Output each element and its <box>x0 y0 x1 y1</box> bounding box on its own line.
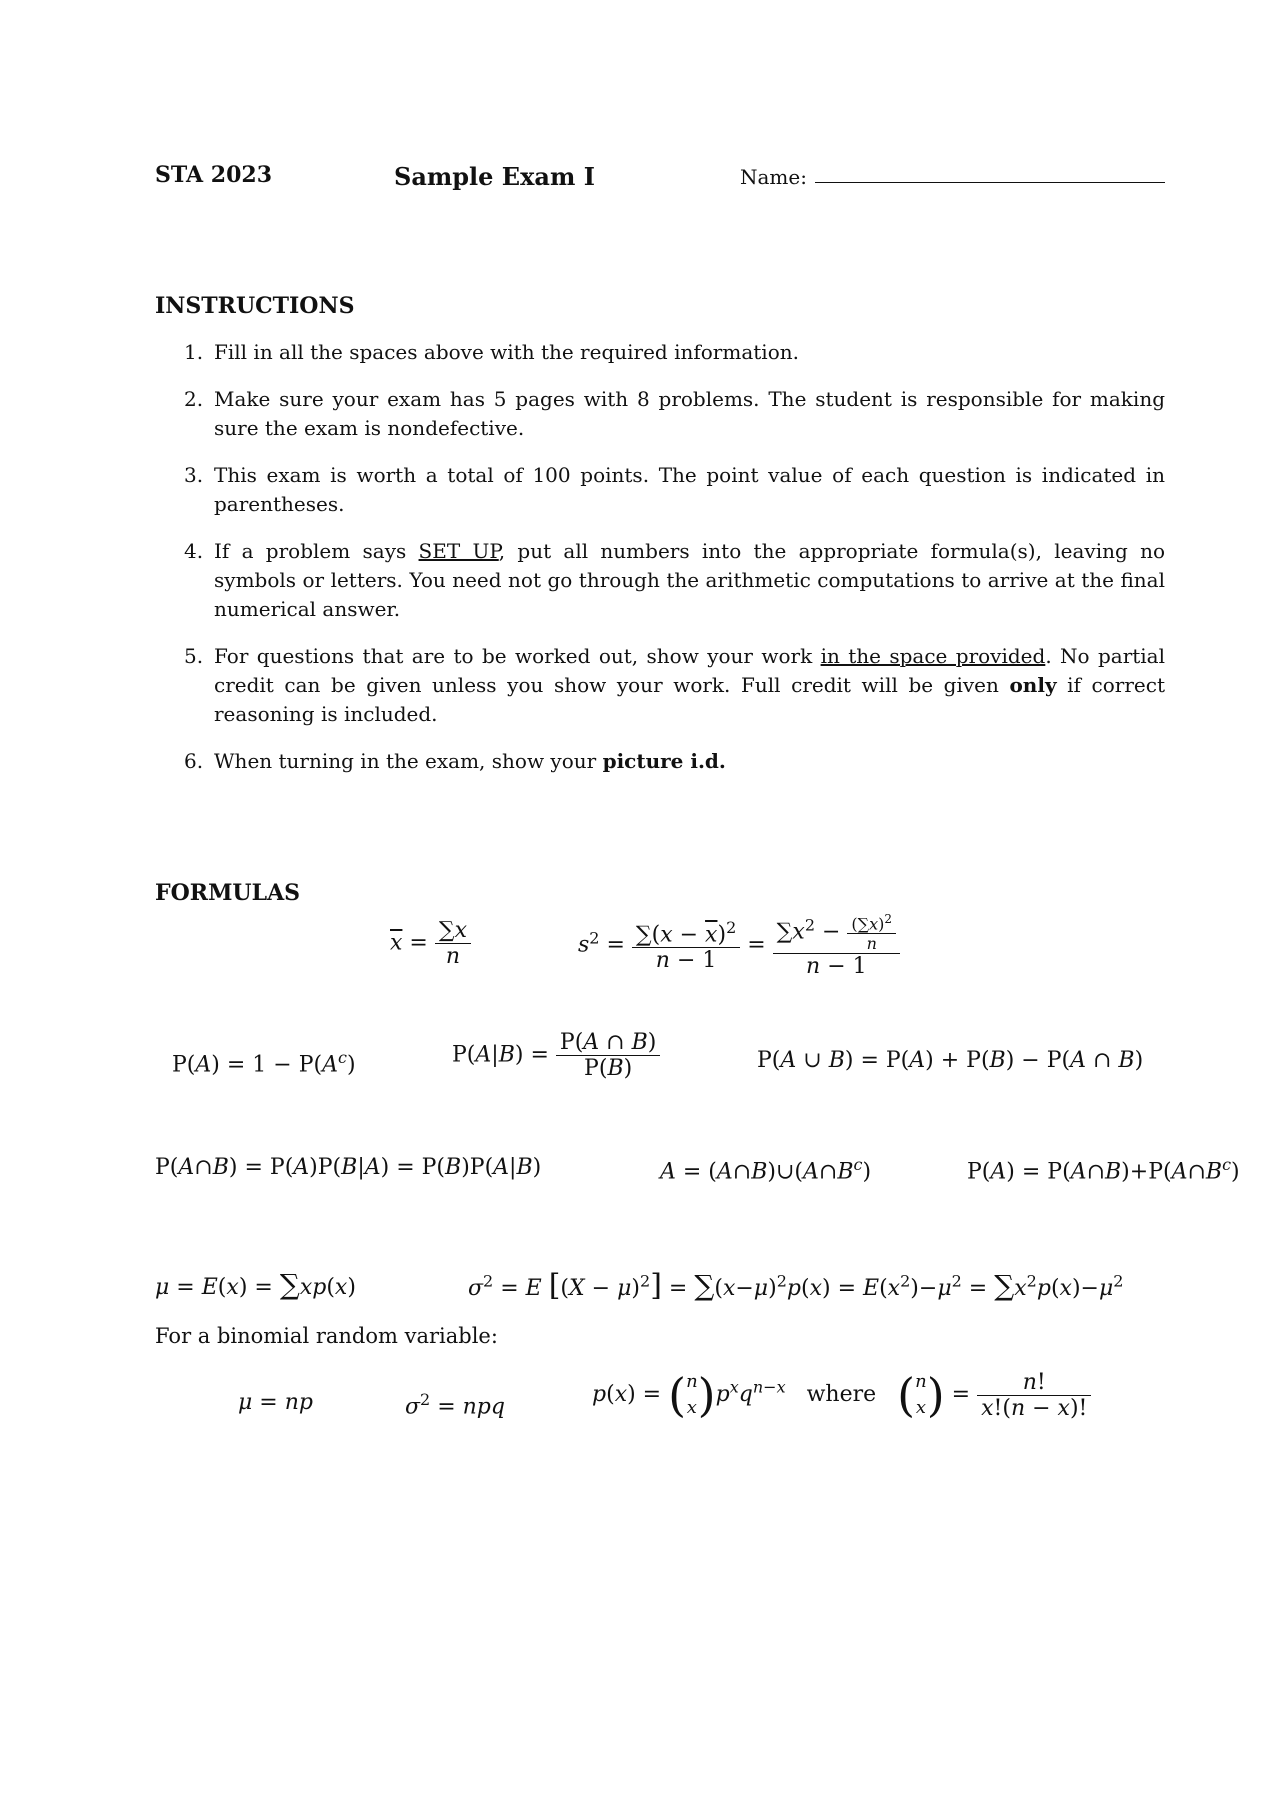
item-text: if correct reasoning is included. <box>214 673 1165 726</box>
sample-variance-formula: $s^2$ = $\frac{\sum(x - \overline{x})^2}{n - 1}$ = $\sum x^2$ − $\frac{(\sum x)^2}{n}$ n − 1 <box>578 912 900 979</box>
item-text: This exam is worth a total of 100 points. The point value of each question is indicated in parentheses. <box>214 463 1165 516</box>
item-text: When turning in the exam, show your <box>214 749 603 773</box>
instruction-item <box>170 385 1165 443</box>
item-number: 5. <box>184 644 204 668</box>
item-number: 1. <box>184 340 204 364</box>
conditional-probability-formula: P(A|B) = $\frac{P(A \cap B)}{P(B)}$ <box>452 1030 660 1081</box>
instruction-item <box>170 461 1165 519</box>
instruction-item <box>170 642 1165 729</box>
instructions-list <box>170 338 1165 794</box>
instructions-heading: INSTRUCTIONS <box>155 293 355 319</box>
binomial-mean-formula: μ = np <box>238 1390 313 1415</box>
item-text: , put all numbers into the appropriate formula(s), leaving no symbols or letters. You need not go through the arithmetic computations to arrive at the final numerical answer. <box>214 539 1165 621</box>
instruction-item <box>170 747 1165 776</box>
space-provided-emphasis: in the space provided <box>820 644 1046 668</box>
picture-id-emphasis: picture i.d. <box>602 749 726 773</box>
partition-formula: $A = (A\cap B)\cup(A\cap B^c)$ <box>660 1155 872 1185</box>
instruction-item <box>170 537 1165 624</box>
item-text: Make sure your exam has 5 pages with 8 problems. The student is responsible for making sure the exam is nondefective. <box>214 387 1165 440</box>
item-number: 2. <box>184 387 204 411</box>
multiplication-rule-formula: P(A∩B) = P(A)P(B|A) = P(B)P(A|B) <box>155 1155 542 1180</box>
name-input-line[interactable] <box>815 182 1165 183</box>
binomial-label: For a binomial random variable: <box>155 1324 498 1348</box>
binomial-pmf-formula: p(x) = (n $x)p^xq^{n-x}$ where (n x) = $\frac{n!}{x!(n - x)!}$ <box>592 1368 1091 1422</box>
exam-title: Sample Exam I <box>394 162 595 191</box>
total-probability-formula: $P(A) = P(A\cap B)+P(A\cap B^c)$ <box>967 1155 1240 1185</box>
variance-formula: $\sigma^2 = E$ $[(X - \mu)^2] = \sum(x-\mu)^2p(x) = E(x^2)-\mu^2 = \sum x^2p(x)-\mu^2$ <box>468 1268 1124 1303</box>
item-text: Fill in all the spaces above with the required information. <box>214 340 799 364</box>
sample-mean-formula: $\overline{x}$ = $\frac{\sum x}{n}$ <box>390 918 471 969</box>
course-code: STA 2023 <box>155 162 273 188</box>
item-number: 3. <box>184 463 204 487</box>
addition-rule-formula: P(A ∪ B) = P(A) + P(B) − P(A ∩ B) <box>757 1048 1144 1073</box>
only-emphasis: only <box>1009 673 1057 697</box>
formulas-heading: FORMULAS <box>155 880 301 906</box>
name-label: Name: <box>740 165 807 189</box>
expected-value-formula: μ = E(x) = ∑xp(x) <box>155 1268 356 1301</box>
set-up-emphasis: SET UP <box>418 539 499 563</box>
item-text: If a problem says <box>214 539 419 563</box>
where-label: where <box>806 1382 877 1407</box>
item-number: 6. <box>184 749 204 773</box>
item-text: . No partial credit can be given unless you show your work. Full credit will be given <box>214 644 1166 697</box>
instruction-item <box>170 338 1165 367</box>
item-number: 4. <box>184 539 204 563</box>
item-text: For questions that are to be worked out, show your work <box>214 644 821 668</box>
binomial-variance-formula: $\sigma^2$ = npq <box>405 1390 505 1420</box>
complement-rule-formula: $P(A) = 1 - P(A^c)$ <box>172 1048 356 1078</box>
